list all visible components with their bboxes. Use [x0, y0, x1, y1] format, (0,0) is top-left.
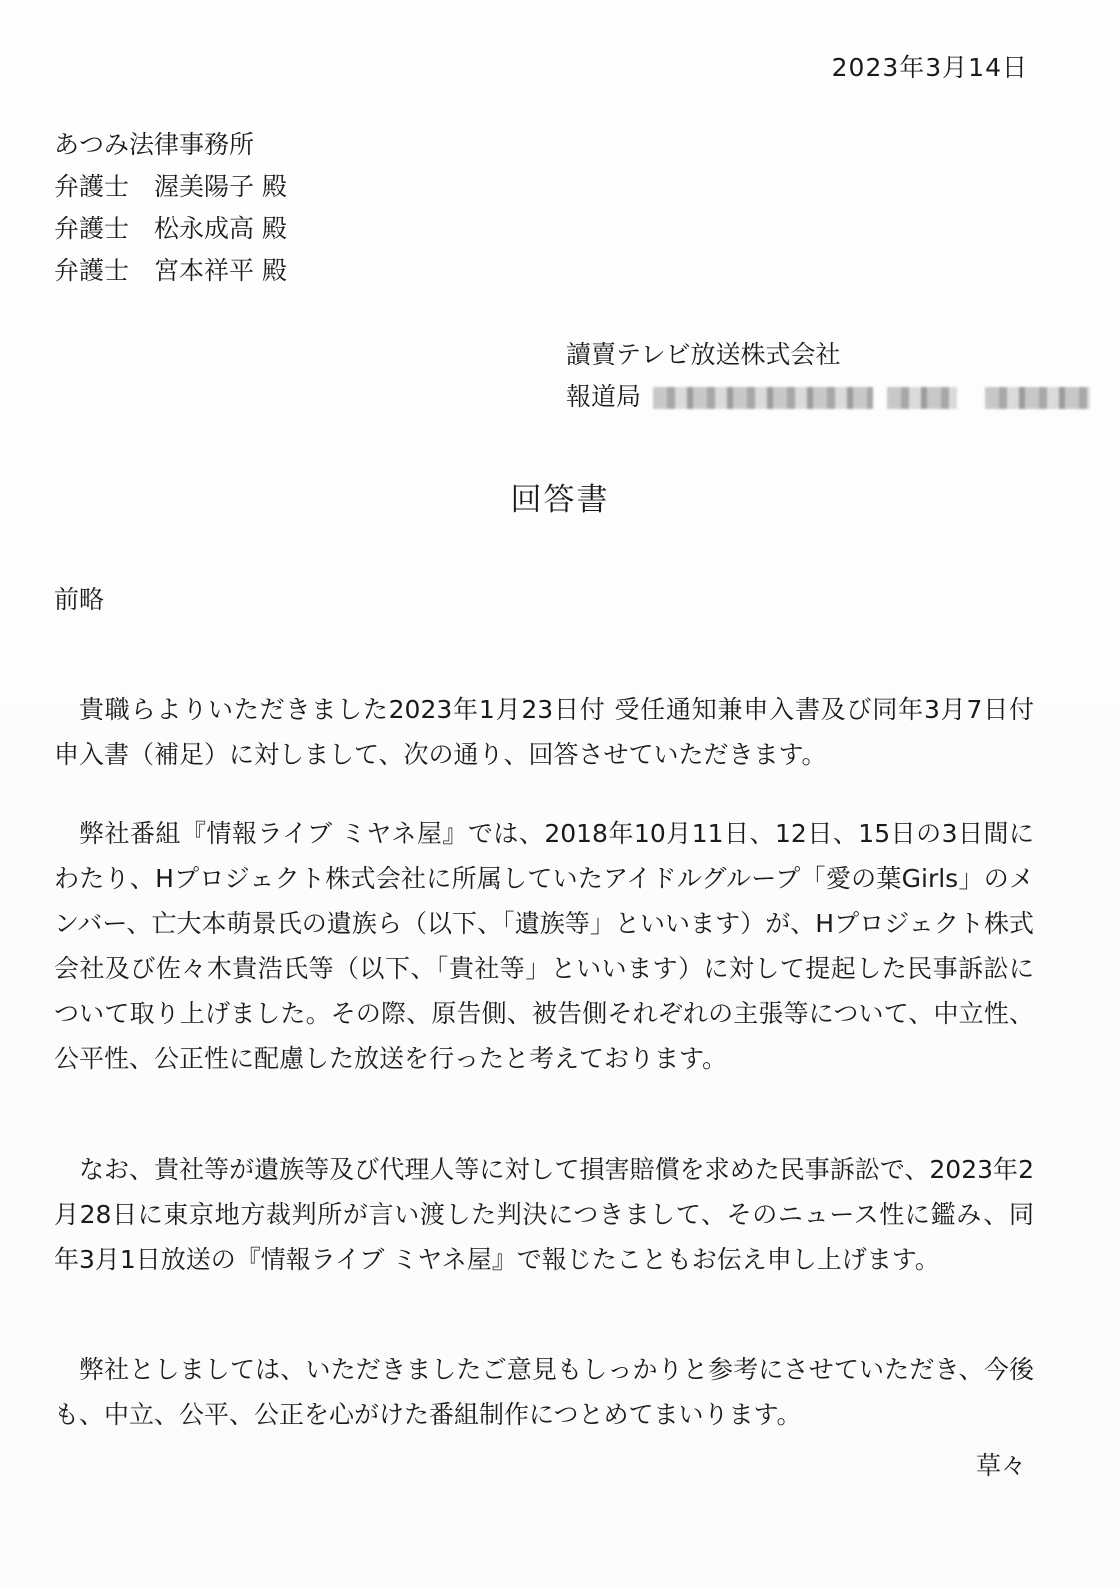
lawyer-name: 松永成高 [154, 214, 255, 243]
honorific: 殿 [262, 256, 288, 285]
lawyer-name: 渥美陽子 [154, 172, 255, 201]
redacted-mosaic [653, 387, 873, 409]
body-paragraph: 弊社としましては、いただきましたご意見もしっかりと参考にさせていただき、今後も、中立、公平、公正を心がけた番組制作につとめてまいります。 [54, 1355, 1034, 1429]
sender-block [566, 334, 1090, 418]
lawyer-name: 宮本祥平 [154, 256, 255, 285]
lawyer-title: 弁護士 [54, 172, 130, 201]
honorific: 殿 [262, 214, 288, 243]
law-firm-name: あつみ法律事務所 [54, 130, 255, 159]
lawyer-line [54, 250, 287, 292]
honorific: 殿 [262, 172, 288, 201]
sender-department-line [566, 376, 1090, 418]
body-paragraph: なお、貴社等が遺族等及び代理人等に対して損害賠償を求めた民事訴訟で、2023年2月28日に東京地方裁判所が言い渡した判決につきまして、そのニュース性に鑑み、同年3月1日放送の『情報ライブ ミヤネ屋』で報じたこともお伝え申し上げます。 [54, 1155, 1034, 1274]
lawyer-line [54, 166, 287, 208]
redacted-mosaic [887, 387, 957, 409]
lawyer-line [54, 208, 287, 250]
sender-department: 報道局 [566, 382, 642, 411]
lawyer-title: 弁護士 [54, 256, 130, 285]
document-title: 回答書 [510, 482, 610, 518]
closing-salutation: 草々 [975, 1451, 1026, 1480]
addressee-block [54, 124, 287, 292]
lawyer-title: 弁護士 [54, 214, 130, 243]
sender-company: 讀賣テレビ放送株式会社 [566, 340, 841, 369]
body-paragraph: 弊社番組『情報ライブ ミヤネ屋』では、2018年10月11日、12日、15日の3日間にわたり、Hプロジェクト株式会社に所属していたアイドルグループ「愛の葉Girls」のメンバー、亡大本萌景氏の遺族ら（以下、「遺族等」といいます）が、Hプロジェクト株式会社及び佐々木貴浩氏等（以下、「貴社等」といいます）に対して提起した民事訴訟について取り上げました。その際、原告側、被告側それぞれの主張等について、中立性、公平性、公正性に配慮した放送を行ったと考えております。 [54, 819, 1034, 1073]
body-paragraph: 貴職らよりいただきました2023年1月23日付 受任通知兼申入書及び同年3月7日付 申入書（補足）に対しまして、次の通り、回答させていただきます。 [54, 695, 1034, 769]
letter-date: 2023年3月14日 [831, 53, 1028, 82]
opening-salutation: 前略 [54, 585, 105, 614]
redacted-mosaic [985, 387, 1090, 409]
